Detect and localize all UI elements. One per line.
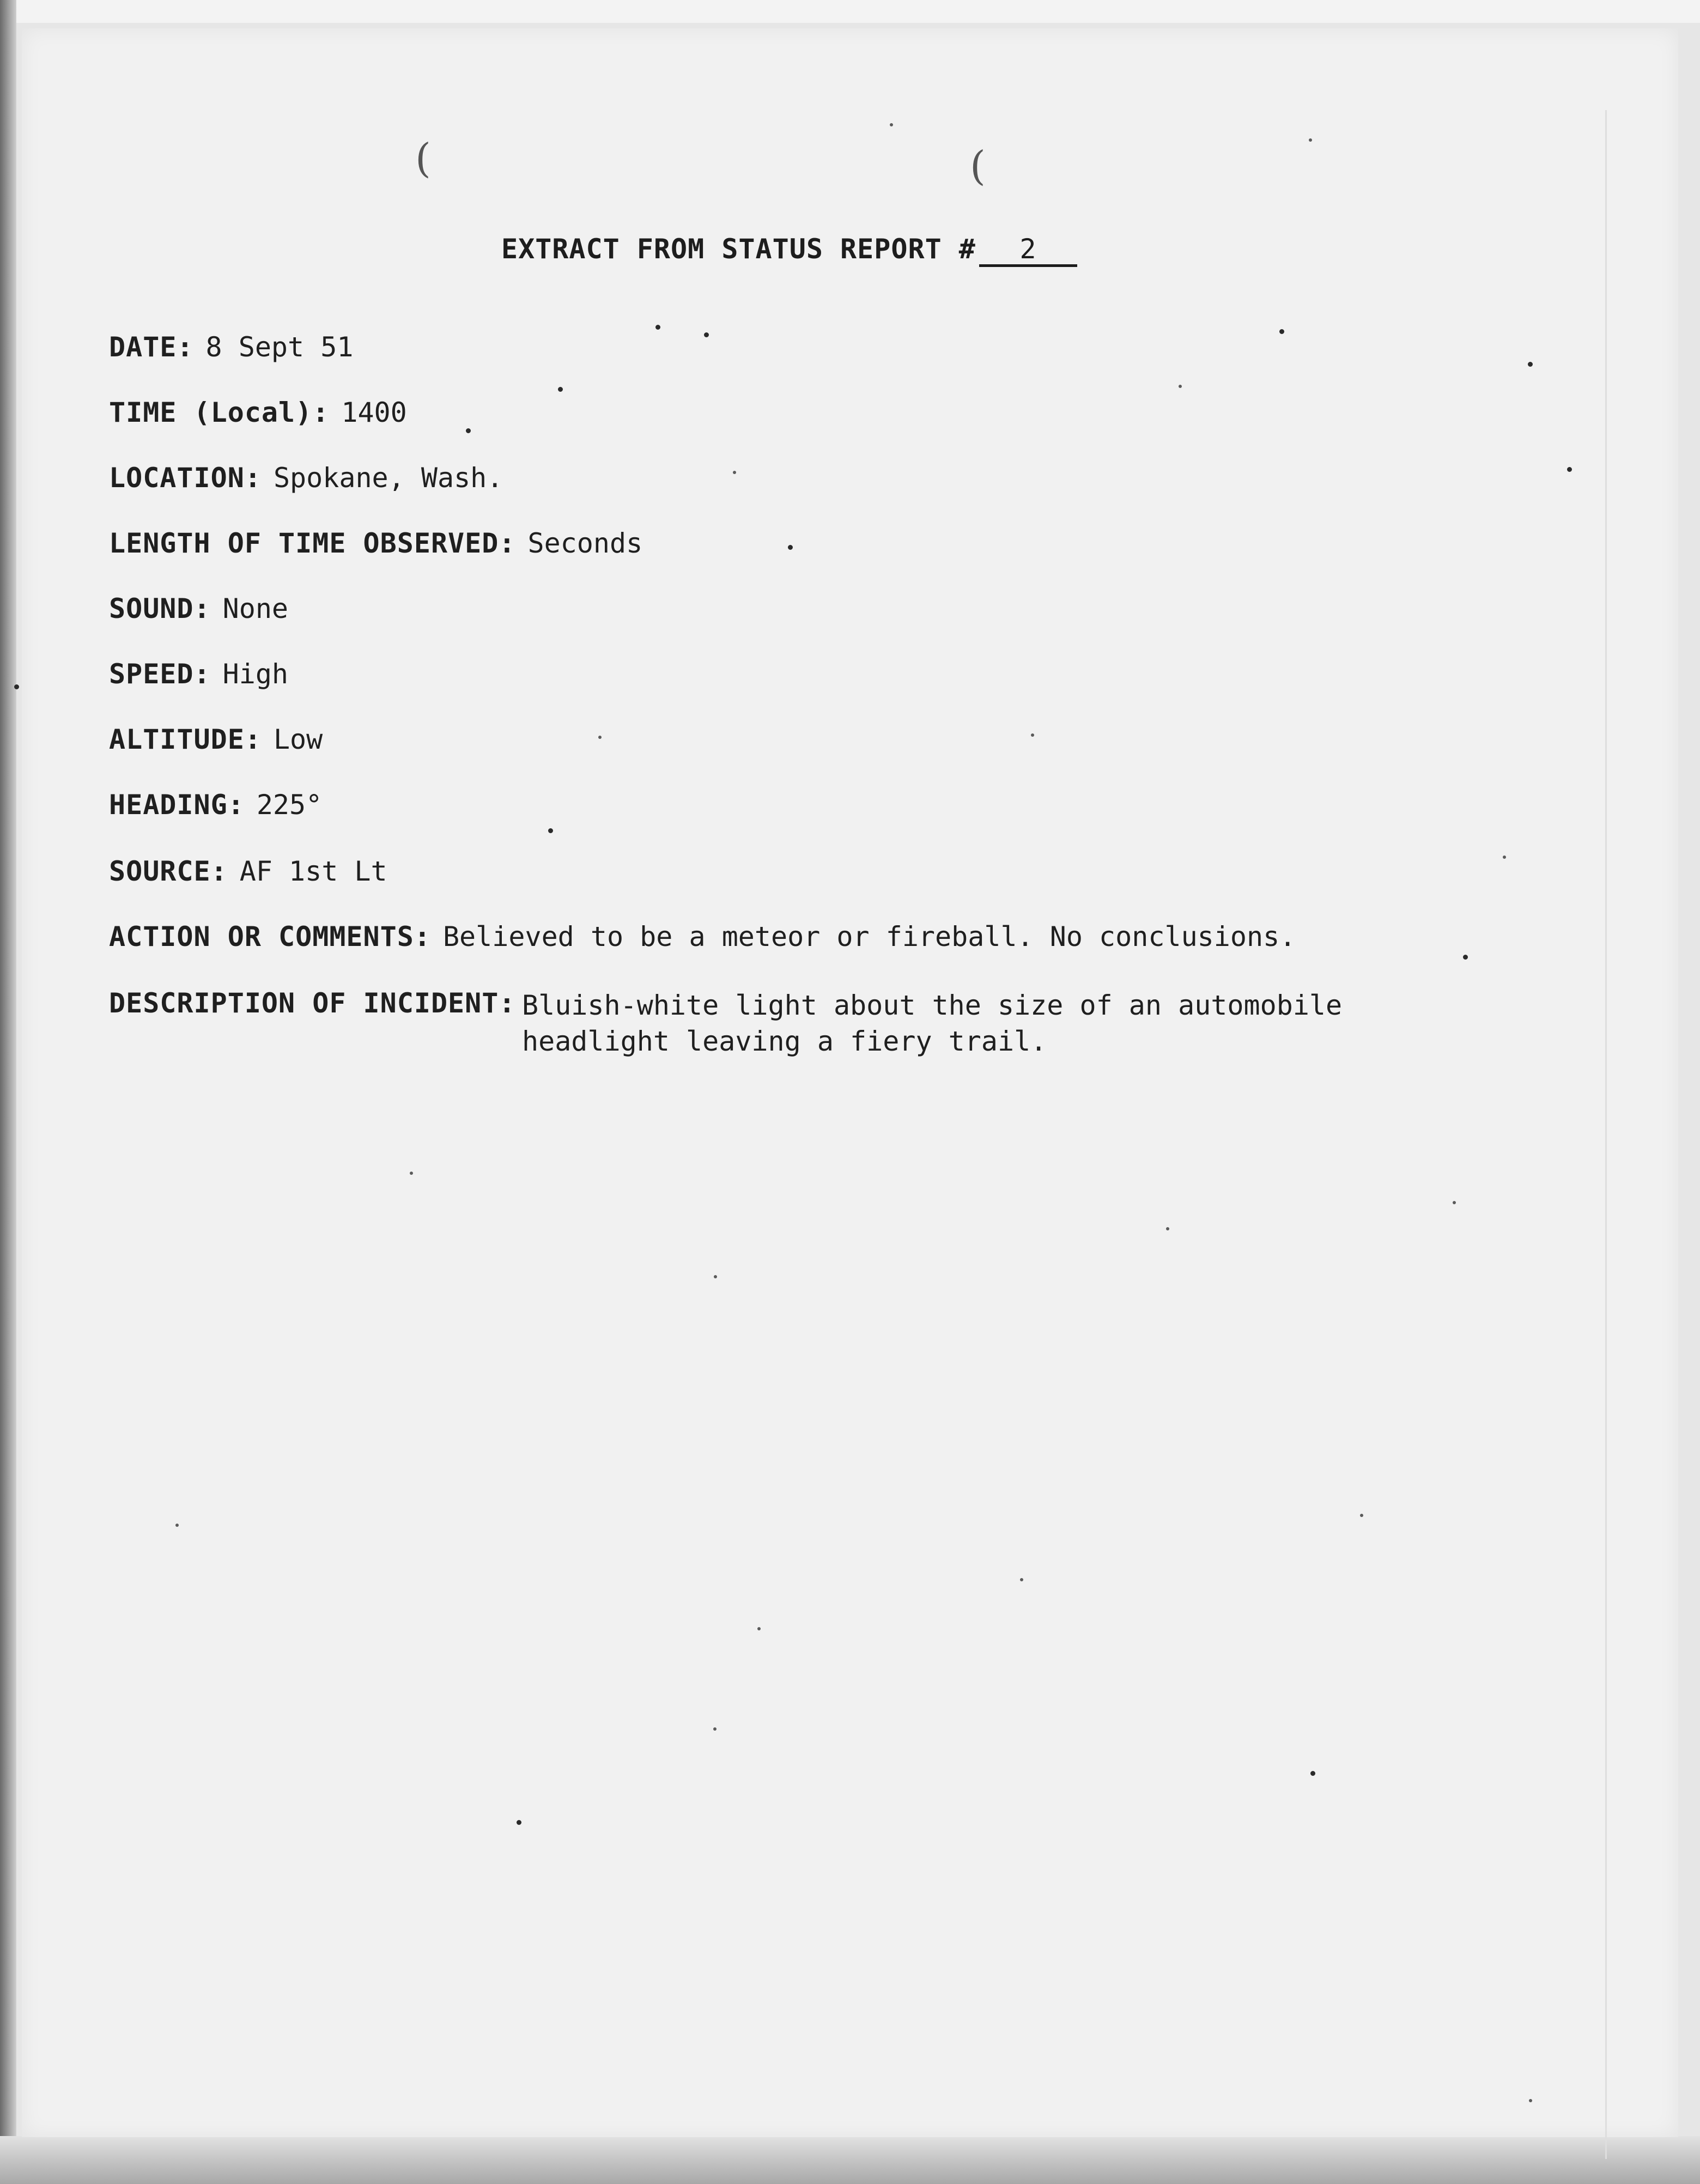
source-value: AF 1st Lt [239,856,387,887]
dust-speck [1529,2099,1532,2102]
date-value: 8 Sept 51 [205,331,354,363]
scan-edge-bottom [0,2136,1700,2184]
dust-speck [410,1172,413,1175]
length-of-time-value: Seconds [527,527,643,559]
time-label: TIME (Local): [109,397,330,428]
report-number: 2 [979,234,1077,267]
field-time [109,397,407,428]
field-location [109,462,503,494]
speed-value: High [222,658,289,690]
heading-value: 225° [256,789,323,821]
dust-speck [1166,1227,1169,1230]
scan-edge-left [0,0,16,2184]
page-edge-line [1605,110,1607,2159]
field-altitude [109,724,323,755]
dust-speck [1020,1578,1023,1581]
speed-label: SPEED: [109,658,211,690]
dust-speck [713,1727,717,1731]
punch-mark-right: ( [970,143,986,190]
dust-speck [175,1524,179,1527]
sound-label: SOUND: [109,593,211,624]
length-of-time-label: LENGTH OF TIME OBSERVED: [109,527,516,559]
field-source [109,856,387,887]
dust-speck [1567,467,1572,472]
dust-speck [655,325,660,330]
action-or-comments-value: Believed to be a meteor or fireball. No conclusions. [442,921,1296,953]
field-date [109,331,353,363]
field-speed [109,658,288,690]
dust-speck [788,545,793,550]
action-or-comments-label: ACTION OR COMMENTS: [109,921,431,953]
dust-speck [558,387,563,392]
dust-speck [14,684,19,689]
field-action-or-comments [109,921,1296,953]
dust-speck [757,1627,761,1630]
dust-speck [1179,385,1182,388]
sound-value: None [222,593,289,624]
field-length-of-time [109,527,642,559]
dust-speck [714,1275,717,1278]
dust-speck [890,123,893,126]
dust-speck [1528,362,1533,367]
scan-edge-top [0,0,1700,23]
field-heading [109,789,322,821]
altitude-value: Low [273,724,323,755]
location-label: LOCATION: [109,462,262,494]
document-title-text: EXTRACT FROM STATUS REPORT # [501,233,976,265]
dust-speck [733,471,736,474]
altitude-label: ALTITUDE: [109,724,262,755]
dust-speck [1360,1514,1363,1517]
heading-label: HEADING: [109,789,245,821]
dust-speck [1310,1771,1315,1776]
document-title [501,233,1077,267]
dust-speck [548,828,553,833]
source-label: SOURCE: [109,856,228,887]
description-label: DESCRIPTION OF INCIDENT: [109,987,516,1019]
date-label: DATE: [109,331,194,363]
location-value: Spokane, Wash. [273,462,503,494]
dust-speck [704,332,709,337]
dust-speck [517,1820,521,1825]
dust-speck [1463,955,1468,960]
dust-speck [1279,329,1284,334]
dust-speck [1453,1201,1456,1204]
dust-speck [598,736,602,739]
dust-speck [1309,138,1312,142]
field-sound [109,593,288,624]
dust-speck [1503,856,1506,859]
description-text: Bluish-white light about the size of an automobile headlight leaving a fiery trail. [522,990,1343,1057]
dust-speck [466,428,471,433]
dust-speck [1031,733,1034,737]
time-value: 1400 [341,397,407,428]
punch-mark-left: ( [415,135,431,182]
